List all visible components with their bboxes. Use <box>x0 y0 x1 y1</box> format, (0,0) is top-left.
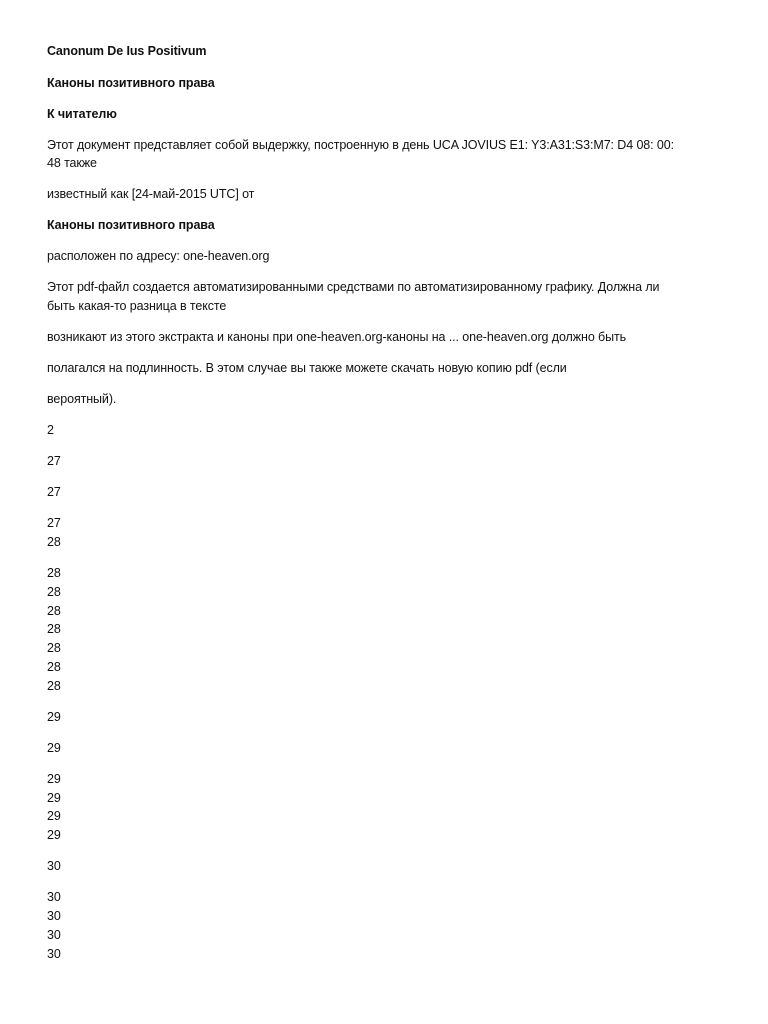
title-latin: Canonum De Ius Positivum <box>47 44 207 58</box>
page-number: 28 <box>47 566 61 580</box>
pdf-note-line-1: Этот pdf-файл создается автоматизированными средствами по автоматизированному графику. Должна ли <box>47 280 660 294</box>
canons-heading: Каноны позитивного права <box>47 218 215 232</box>
page-number: 30 <box>47 890 61 904</box>
intro-line-2: 48 также <box>47 156 97 170</box>
page-number: 27 <box>47 516 61 530</box>
page-number: 30 <box>47 859 61 873</box>
page-number: 2 <box>47 423 54 437</box>
difference-text: возникают из этого экстракта и каноны при one-heaven.org-каноны на ... one-heaven.org должно быть <box>47 330 627 344</box>
page-number: 30 <box>47 909 61 923</box>
page-number: 29 <box>47 828 61 842</box>
page-number: 29 <box>47 791 61 805</box>
page-number: 28 <box>47 679 61 693</box>
known-as-text: известный как [24-май-2015 UTC] от <box>47 187 255 201</box>
page-number: 27 <box>47 454 61 468</box>
pdf-note-line-2: быть какая-то разница в тексте <box>47 299 227 313</box>
probable-text: вероятный). <box>47 392 117 406</box>
page-number: 29 <box>47 809 61 823</box>
page-number: 28 <box>47 641 61 655</box>
page-number: 28 <box>47 535 61 549</box>
page-number: 28 <box>47 604 61 618</box>
page-number: 28 <box>47 585 61 599</box>
page-number: 29 <box>47 710 61 724</box>
to-reader-heading: К читателю <box>47 107 117 121</box>
page-number: 28 <box>47 660 61 674</box>
page-number: 27 <box>47 485 61 499</box>
page-number: 30 <box>47 947 61 961</box>
page-number: 30 <box>47 928 61 942</box>
title-russian: Каноны позитивного права <box>47 76 215 90</box>
page-number: 29 <box>47 741 61 755</box>
page-number: 29 <box>47 772 61 786</box>
page-number: 28 <box>47 622 61 636</box>
authenticity-text: полагался на подлинность. В этом случае вы также можете скачать новую копию pdf (если <box>47 361 567 375</box>
location-text: расположен по адресу: one-heaven.org <box>47 249 270 263</box>
intro-line-1: Этот документ представляет собой выдержку, построенную в день UCA JOVIUS E1: Y3:A31:S3:M7: D4 08: 00: <box>47 138 674 152</box>
